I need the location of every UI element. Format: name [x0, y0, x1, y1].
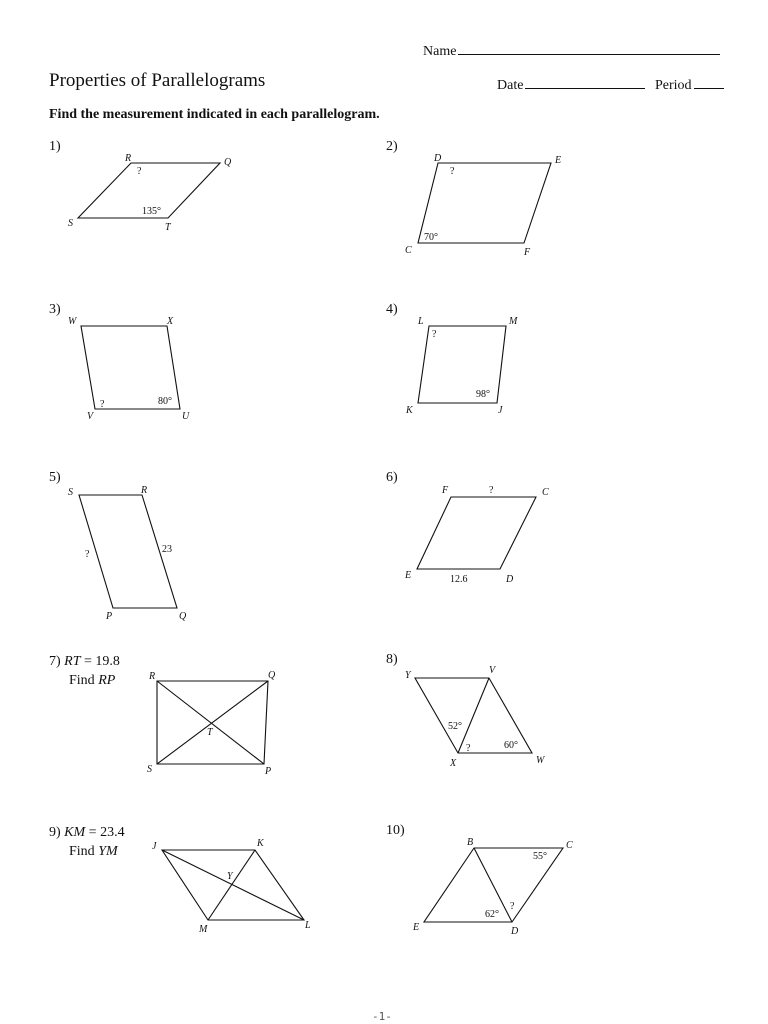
vertex-label: M: [509, 316, 518, 327]
problem-9-find-label: Find: [69, 844, 95, 859]
vertex-label: Q: [268, 670, 276, 681]
date-label: Date: [497, 78, 524, 93]
problem-7-given-var: RT: [64, 654, 81, 669]
vertex-label: D: [511, 926, 519, 937]
problem-9-given-value: = 23.4: [88, 825, 125, 840]
unknown-side-label: ?: [85, 549, 90, 560]
problem-7-number: 7): [49, 654, 61, 669]
parallelogram-6: [417, 497, 536, 569]
vertex-label: D: [506, 574, 514, 585]
vertex-label: U: [182, 411, 190, 422]
vertex-label: C: [566, 840, 573, 851]
vertex-label: M: [199, 924, 208, 935]
vertex-label: K: [406, 405, 413, 416]
problem-9-number: 9): [49, 825, 61, 840]
problem-7-find-var: RP: [98, 673, 116, 688]
unknown-angle-label: ?: [450, 166, 455, 177]
vertex-label: L: [305, 920, 311, 931]
vertex-label: D: [434, 153, 442, 164]
diagonal-9-km: [208, 850, 255, 920]
vertex-label: V: [489, 665, 496, 676]
instructions: Find the measurement indicated in each parallelogram.: [49, 107, 380, 122]
unknown-angle-label: ?: [510, 901, 515, 912]
angle-label: 62°: [485, 909, 499, 920]
unknown-angle-label: ?: [466, 743, 471, 754]
problem-10-number: 10): [386, 823, 405, 838]
vertex-label: T: [165, 222, 171, 233]
unknown-angle-label: ?: [432, 329, 437, 340]
problem-6-number: 6): [386, 470, 398, 485]
vertex-label: W: [536, 755, 545, 766]
vertex-label: Q: [224, 157, 232, 168]
vertex-label: Y: [405, 670, 411, 681]
vertex-label: P: [265, 766, 272, 777]
vertex-label: V: [87, 411, 94, 422]
vertex-label: E: [555, 155, 562, 166]
angle-label: 98°: [476, 389, 490, 400]
vertex-label: B: [467, 837, 474, 848]
vertex-label: W: [68, 316, 77, 327]
vertex-label: S: [68, 487, 73, 498]
vertex-label: C: [542, 487, 549, 498]
page-number: -1-: [372, 1010, 392, 1023]
parallelogram-2: [418, 163, 551, 243]
problem-3-number: 3): [49, 302, 61, 317]
vertex-label: X: [167, 316, 174, 327]
angle-label: 60°: [504, 740, 518, 751]
unknown-angle-label: ?: [137, 166, 142, 177]
problem-7-given-value: = 19.8: [84, 654, 120, 669]
vertex-label: J: [152, 841, 157, 852]
problem-1-number: 1): [49, 139, 61, 154]
vertex-label: F: [442, 485, 449, 496]
vertex-label: T: [207, 727, 213, 738]
problem-8-number: 8): [386, 652, 398, 667]
vertex-label: P: [106, 611, 113, 622]
angle-label: 135°: [142, 206, 161, 217]
vertex-label: C: [405, 245, 412, 256]
problem-7-find-label: Find: [69, 673, 95, 688]
angle-label: 80°: [158, 396, 172, 407]
angle-label: 70°: [424, 232, 438, 243]
worksheet-title: Properties of Parallelograms: [49, 70, 266, 91]
vertex-label: E: [405, 570, 412, 581]
vertex-label: R: [149, 671, 156, 682]
vertex-label: R: [141, 485, 148, 496]
vertex-label: S: [147, 764, 152, 775]
vertex-label: F: [524, 247, 531, 258]
problem-5-number: 5): [49, 470, 61, 485]
vertex-label: J: [498, 405, 503, 416]
vertex-label: S: [68, 218, 73, 229]
angle-label: 52°: [448, 721, 462, 732]
vertex-label: L: [418, 316, 424, 327]
problem-2-number: 2): [386, 139, 398, 154]
vertex-label: E: [413, 922, 420, 933]
vertex-label: K: [257, 838, 264, 849]
angle-label: 55°: [533, 851, 547, 862]
vertex-label: Y: [227, 871, 233, 882]
name-label: Name: [423, 44, 457, 59]
diagonal-9-jl: [162, 850, 304, 920]
side-length-label: 23: [162, 544, 172, 555]
period-label: Period: [654, 78, 692, 93]
vertex-label: X: [450, 758, 457, 769]
diagonal-8-vx: [458, 678, 489, 753]
side-length-label: 12.6: [450, 574, 468, 585]
vertex-label: R: [125, 153, 132, 164]
unknown-side-label: ?: [489, 485, 494, 496]
problem-9-find-var: YM: [98, 844, 118, 859]
problem-4-number: 4): [386, 302, 398, 317]
unknown-angle-label: ?: [100, 399, 105, 410]
vertex-label: Q: [179, 611, 187, 622]
problem-9-given-var: KM: [64, 825, 86, 840]
